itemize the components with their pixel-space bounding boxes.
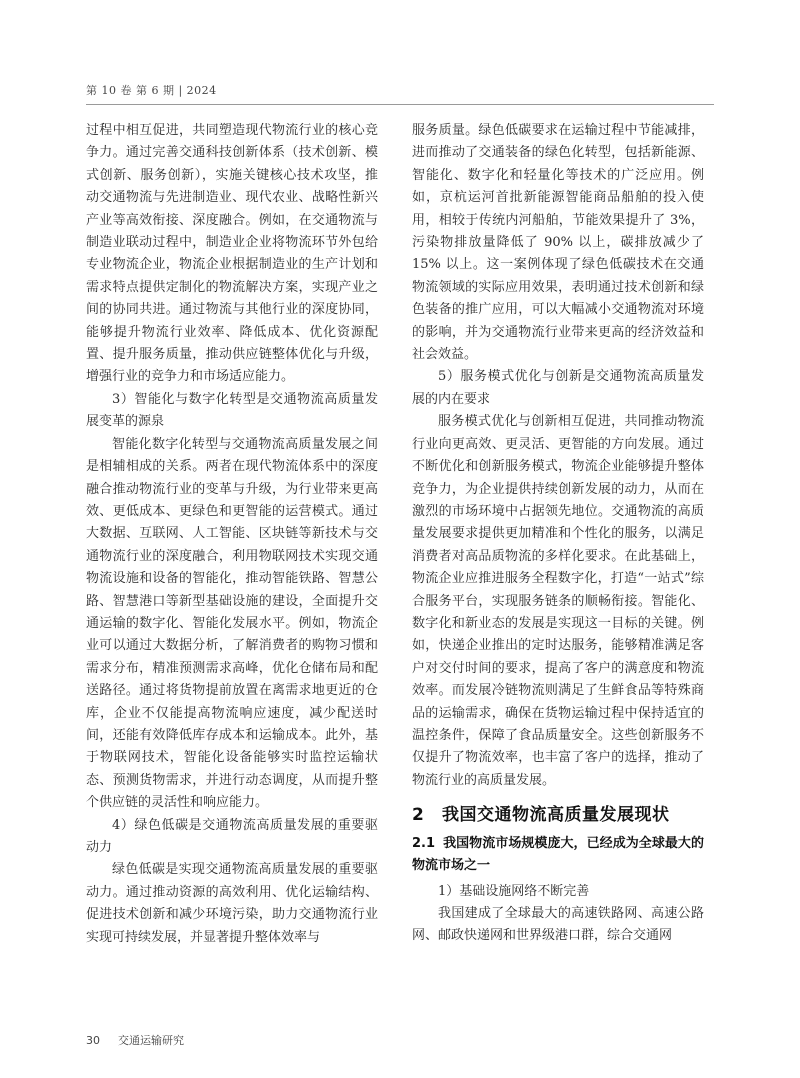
- paragraph: 过程中相互促进，共同塑造现代物流行业的核心竞争力。通过完善交通科技创新体系（技术创新、模式创新、服务创新），实施关键核心技术攻坚，推动交通物流与先进制造业、现代农业、战略性新兴产业等高效衔接、深度融合。例如，在交通物流与制造业联动过程中，制造业企业将物流环节外包给专业物流企业，物流企业根据制造业的生产计划和需求特点提供定制化的物流解决方案，实现产业之间的协同共进。通过物流与其他行业的深度协同，能够提升物流行业效率、降低成本、优化资源配置、提升服务质量，推动供应链整体优化与升级，增强行业的竞争力和市场适应能力。: [86, 123, 378, 385]
- subsection-title: 我国物流市场规模庞大，已经成为全球最大的物流市场之一: [412, 835, 704, 873]
- running-header: 第 10 卷 第 6 期 | 2024: [86, 84, 217, 97]
- numbered-item-heading: 5）服务模式优化与创新是交通物流高质量发展的内在要求: [412, 369, 704, 407]
- header-divider: [86, 104, 714, 105]
- section-number: 2: [412, 805, 425, 826]
- page-footer: [86, 1032, 184, 1048]
- subsection-number: 2.1: [412, 835, 436, 851]
- page-number: 30: [86, 1034, 100, 1047]
- numbered-item-heading: 3）智能化与数字化转型是交通物流高质量发展变革的源泉: [86, 391, 378, 430]
- paragraph: 我国建成了全球最大的高速铁路网、高速公路网、邮政快递网和世界级港口群，综合交通网: [412, 906, 704, 944]
- paragraph: 智能化数字化转型与交通物流高质量发展之间是相辅相成的关系。两者在现代物流体系中的深度融合推动物流行业的变革与升级，为行业带来更高效、更低成本、更绿色和更智能的运营模式。通过大数据、互联网、人工智能、区块链等新技术与交通物流行业的深度融合，利用物联网技术实现交通物流设施和设备的智能化，推动智能铁路、智慧公路、智慧港口等新型基础设施的建设，全面提升交通运输的数字化、智能化发展水平。例如，物流企业可以通过大数据分析，了解消费者的购物习惯和需求分布，精准预测需求高峰，优化仓储布局和配送路径。通过将货物提前放置在离需求地更近的仓库，企业不仅能提高物流响应速度，减少配送时间，还能有效降低库存成本和运输成本。此外，基于物联网技术，智能化设备能够实时监控运输状态、预测货物需求，并进行动态调度，从而提升整个供应链的灵活性和响应能力。: [86, 436, 378, 811]
- section-heading: [412, 804, 704, 826]
- section-title: 我国交通物流高质量发展现状: [442, 805, 670, 826]
- paragraph: 服务质量。绿色低碳要求在运输过程中节能减排，进而推动了交通装备的绿色化转型，包括新能源、智能化、数字化和轻量化等技术的广泛应用。例如，京杭运河首批新能源智能商品船舶的投入使用，相较于传统内河船舶，节能效果提升了 3%，污染物排放量降低了 90% 以上，碳排放减少了 15% 以上。这一案例体现了绿色低碳技术在交通物流领域的实际应用效果，表明通过技术创新和绿色装备的推广应用，可以大幅减小交通物流对环境的影响，并为交通物流行业带来更高的经济效益和社会效益。: [412, 123, 704, 363]
- numbered-item-heading: 1）基础设施网络不断完善: [438, 883, 590, 899]
- paragraph: 服务模式优化与创新相互促进，共同推动物流行业向更高效、更灵活、更智能的方向发展。通过不断优化和创新服务模式，物流企业能够提升整体竞争力，为企业提供持续创新发展的动力，从而在激烈的市场环境中占据领先地位。交通物流的高质量发展要求提供更加精准和个性化的服务，以满足消费者对高品质物流的多样化要求。在此基础上，物流企业应推进服务全程数字化，打造“一站式”综合服务平台，实现服务链条的顺畅衔接。智能化、数字化和新业态的发展是实现这一目标的关键。例如，快递企业推出的定时达服务，能够精准满足客户对交付时间的要求，提高了客户的满意度和物流效率。而发展冷链物流则满足了生鲜食品等特殊商品的运输需求，确保在货物运输过程中保持适宜的温控条件，保障了食品质量安全。这些创新服务不仅提升了物流效率，也丰富了客户的选择，推动了物流行业的高质量发展。: [412, 414, 704, 788]
- journal-name: 交通运输研究: [118, 1034, 184, 1047]
- paragraph: 绿色低碳是实现交通物流高质量发展的重要驱动力。通过推动资源的高效利用、优化运输结构、促进技术创新和减少环境污染，助力交通物流行业实现可持续发展，并显著提升整体效率与: [86, 862, 378, 945]
- right-column: [412, 120, 704, 948]
- subsection-heading: [412, 833, 704, 877]
- left-column: [86, 120, 378, 949]
- numbered-item-heading: 4）绿色低碳是交通物流高质量发展的重要驱动力: [86, 817, 378, 855]
